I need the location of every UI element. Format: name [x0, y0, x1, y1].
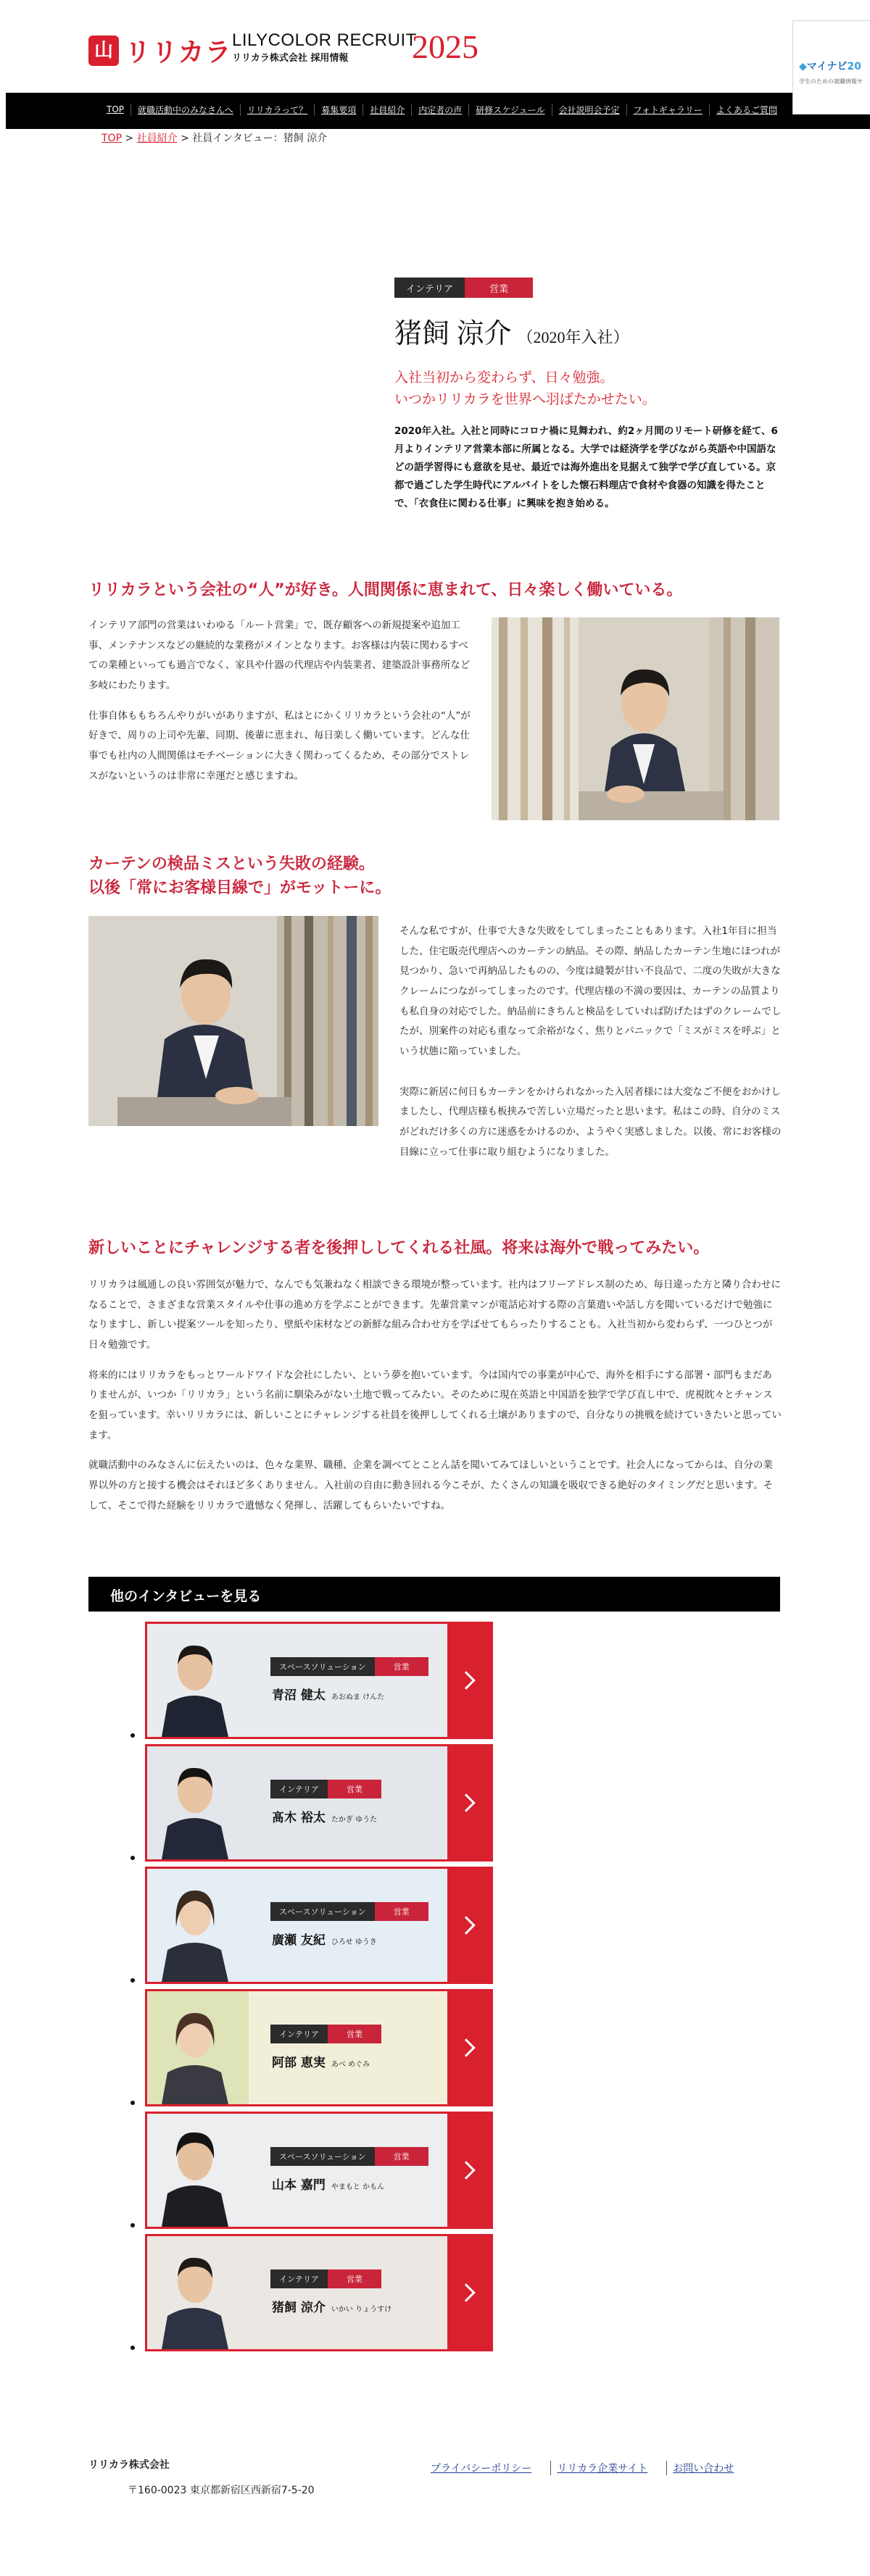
interview-card-aonuma[interactable] [145, 1622, 493, 1739]
mynavi-banner[interactable] [792, 20, 870, 114]
card-arrow [447, 2236, 491, 2349]
section-3-heading: 新しいことにチャレンジする者を後押ししてくれる社風。将来は海外で戦ってみたい。 [88, 1239, 710, 1257]
interview-card-ikai[interactable] [145, 2234, 493, 2351]
section-2-paragraph: 実際に新居に何日もカーテンをかけられなかった入居者様には大変なご不便をおかけしましたし、代理店様も板挟みで苦しい立場だったと思います。私はこの時、自分のミスがどれだけ多くの方に迷惑をかけるのか、ようやく実感しました。以後、常にお客様の目線に立って仕事に取り組むようになりました。 [399, 1085, 782, 1158]
site-logo[interactable] [88, 32, 232, 69]
chevron-right-icon [457, 1793, 475, 1812]
card-dept-badge: インテリア [270, 1780, 328, 1798]
list-bullet [130, 1856, 135, 1860]
footer-company: リリカラ株式会社 [88, 2459, 170, 2471]
list-item [145, 2112, 493, 2229]
card-name [272, 1807, 377, 1825]
logo-icon: 山 [88, 36, 119, 66]
card-name-text: 青沼 健太 [272, 1688, 326, 1703]
interview-card-takagi[interactable] [145, 1744, 493, 1862]
list-item [145, 1989, 493, 2106]
breadcrumb-sep: > [122, 133, 137, 144]
list-item [145, 1867, 493, 1984]
nav-underline [6, 126, 870, 129]
join-year: （2020年入社） [517, 328, 629, 346]
site-header [0, 0, 870, 93]
card-arrow [447, 1624, 491, 1737]
footer-link-corporate[interactable]: リリカラ企業サイト [550, 2461, 653, 2475]
section-2-paragraph: そんな私ですが、仕事で大きな失敗をしてしまったこともあります。入社1年目に担当した、住宅販売代理店へのカーテンの納品。その際、納品したカーテン生地にほつれが見つかり、急いで再納品したものの、今度は縫製が甘い不良品で、二度の失敗が大きなクレームにつながってしまったのです。代理店様の不満の要因は、カーテンの品質よりも私自身の対応でした。納品前にきちんと検品をしていれば防げたはずのクレームでしたが、別案件の対応も重なって余裕がなく、焦りとパニックで「ミスがミスを呼ぶ」という状態に陥っていました。 [399, 925, 782, 1058]
card-name [272, 1930, 377, 1948]
interview-card-list [145, 1622, 493, 2356]
card-name-text: 阿部 恵実 [272, 2056, 326, 2070]
section-1-text [88, 616, 473, 786]
card-tags [270, 1657, 428, 1676]
nav-item-gallery[interactable]: フォトギャラリー [626, 104, 709, 116]
interview-photo-1-image [492, 617, 779, 820]
card-role-badge: 営業 [375, 2147, 428, 2166]
recruit-title-sub: リリカラ株式会社 採用情報 [232, 53, 349, 64]
footer-link-contact[interactable]: お問い合わせ [666, 2461, 740, 2475]
card-tags [270, 1902, 428, 1921]
card-arrow [447, 1869, 491, 1982]
interview-card-yamamoto[interactable] [145, 2112, 493, 2229]
mynavi-sub: 学生のための就職情報サ [799, 78, 863, 85]
card-role-badge: 営業 [375, 1902, 428, 1921]
card-name-kana: たかぎ ゆうた [331, 1816, 378, 1824]
profile-tags [394, 278, 779, 298]
section-2-heading [88, 852, 391, 900]
section-2-heading-line-2: 以後「常にお客様目線で」がモットーに。 [88, 879, 392, 897]
card-tags [270, 2147, 428, 2166]
card-name-kana: あべ めぐみ [331, 2061, 370, 2069]
interview-card-hirose[interactable] [145, 1867, 493, 1984]
chevron-right-icon [457, 2038, 475, 2056]
list-bullet [130, 2223, 135, 2227]
nav-item-training[interactable]: 研修スケジュール [468, 104, 551, 116]
card-name-kana: あおぬま けんた [331, 1693, 385, 1701]
card-dept-badge: インテリア [270, 2269, 328, 2288]
nav-item-staff[interactable]: 社員紹介 [362, 104, 411, 116]
card-tags [270, 1780, 381, 1798]
recruit-year: 2025 [412, 28, 478, 65]
card-dept-badge: スペースソリューション [270, 1657, 375, 1676]
interview-card-photo [147, 1991, 452, 2104]
mynavi-logo [799, 59, 870, 73]
card-tags [270, 2025, 381, 2043]
nav-item-seminar[interactable]: 会社説明会予定 [552, 104, 626, 116]
card-name-text: 廣瀬 友紀 [272, 1933, 326, 1948]
chevron-right-icon [457, 2161, 475, 2179]
card-arrow [447, 1991, 491, 2104]
section-1-heading: リリカラという会社の“人”が好き。人間関係に恵まれて、日々楽しく働いている。 [88, 581, 683, 599]
card-role-badge: 営業 [328, 2025, 381, 2043]
card-name [272, 2052, 370, 2070]
card-dept-badge: スペースソリューション [270, 1902, 375, 1921]
interview-card-photo [147, 2114, 452, 2227]
card-arrow [447, 2114, 491, 2227]
card-name-kana: いかい りょうすけ [331, 2306, 392, 2314]
chevron-right-icon [457, 1671, 475, 1689]
footer-links [425, 2461, 740, 2475]
breadcrumb-current: 社員インタビュー：猪飼 涼介 [192, 133, 328, 144]
interview-card-photo [147, 1746, 452, 1859]
role-badge: 営業 [465, 278, 533, 298]
interview-card-abe[interactable] [145, 1989, 493, 2106]
profile-block [394, 278, 779, 513]
card-name-text: 髙木 裕太 [272, 1811, 326, 1825]
section-1-paragraph: インテリア部門の営業はいわゆる「ルート営業」で、既存顧客への新規提案や追加工事、メンテナンスなどの継続的な業務がメインとなります。お客様は内装に関わるすべての業種といっても過言でなく、家具や什器の代理店や内装業者、建築設計事務所など多岐にわたります。 [88, 620, 471, 692]
mynavi-year: 20 [847, 61, 861, 72]
breadcrumb-members[interactable]: 社員紹介 [136, 133, 178, 144]
nav-item-about[interactable]: リリカラって？ [240, 104, 314, 116]
lead-line-2: いつかリリカラを世界へ羽ばたかせたい。 [394, 391, 656, 408]
card-role-badge: 営業 [328, 1780, 381, 1798]
card-name-kana: やまもと かもん [331, 2183, 385, 2191]
card-tags [270, 2269, 381, 2288]
section-3-text [88, 1275, 782, 1516]
card-name-kana: ひろせ ゆうき [331, 1938, 377, 1946]
card-name [272, 1685, 384, 1703]
recruit-title [232, 32, 417, 63]
section-3-paragraph: 将来的にはリリカラをもっとワールドワイドな会社にしたい、という夢を抱いています。今は国内での事業が中心で、海外を相手にする部署・部門もまだありませんが、いつか「リリカラ」という名前に馴染みがない土地で戦ってみたい。そのために現在英語と中国語を独学で学び直し中で、虎視眈々とチャンスを狙っています。幸いリリカラには、新しいことにチャレンジする社員を後押ししてくれる土壌がありますので、自分なりの挑戦を続けていきたいと思っています。 [88, 1369, 782, 1441]
breadcrumb-sep: > [177, 133, 193, 144]
breadcrumb [102, 130, 327, 145]
logo-text: リリカラ [125, 38, 232, 67]
lead-line-1: 入社当初から変わらず、日々勉強。 [394, 370, 614, 385]
chevron-right-icon [457, 1916, 475, 1934]
card-role-badge: 営業 [375, 1657, 428, 1676]
footer-address: 〒160-0023 東京都新宿区西新宿7-5-20 [128, 2485, 315, 2496]
nav-item-top[interactable]: TOP [107, 104, 125, 114]
section-3-paragraph: 就職活動中のみなさんに伝えたいのは、色々な業界、職種、企業を調べてとことん話を聞いてみてほしいということです。社会人になってからは、自分の業界以外の方と接する機会はそれほど多くありません。入社前の自由に動き回れる今こそが、たくさんの知識を吸収できる絶好のタイミングだと思います。そして、そこで得た経験をリリカラで遺憾なく発揮し、活躍してもらいたいですね。 [88, 1459, 774, 1512]
person-name-heading [394, 311, 779, 351]
mynavi-label: マイナビ [806, 61, 848, 72]
other-interviews-heading: 他のインタビューを見る [88, 1577, 780, 1612]
interview-card-photo [147, 1624, 452, 1737]
nav-item-requirements[interactable]: 募集要項 [314, 104, 362, 116]
profile-text: 2020年入社。入社と同時にコロナ禍に見舞われ、約2ヶ月間のリモート研修を経て、6月よりインテリア営業本部に所属となる。大学では経済学を学びながら英語や中国語などの語学習得にも意欲を見せ、最近では海外進出を見据えて独学で学び直している。京都で過ごした学生時代にアルバイトをした懐石料理店で食材や食器の知識を得たことで、「衣食住に関わる仕事」に興味を抱き始める。 [394, 425, 778, 509]
card-arrow [447, 1746, 491, 1859]
person-name: 猪飼 涼介 [394, 319, 512, 349]
list-bullet [130, 1978, 135, 1983]
list-item [145, 2234, 493, 2351]
interview-card-photo [147, 2236, 452, 2349]
interview-photo-1 [492, 617, 779, 820]
global-nav [6, 93, 870, 126]
nav-item-job-hunters[interactable]: 就職活動中のみなさんへ [130, 104, 240, 116]
dept-badge: インテリア [394, 278, 465, 298]
list-item [145, 1622, 493, 1739]
list-bullet [130, 2346, 135, 2350]
recruit-title-main: LILYCOLOR RECRUIT [232, 30, 417, 50]
section-2-heading-line-1: カーテンの検品ミスという失敗の経験。 [88, 855, 375, 873]
footer-link-privacy[interactable]: プライバシーポリシー [431, 2463, 532, 2475]
card-name-text: 山本 嘉門 [272, 2178, 326, 2193]
section-3-paragraph: リリカラは風通しの良い雰囲気が魅力で、なんでも気兼ねなく相談できる環境が整っています。社内はフリーアドレス制のため、毎日違った方と隣り合わせになることで、さまざまな営業スタイルや仕事の進め方を学ぶことができます。先輩営業マンが電話応対する際の言葉遣いや話し方を聞いているだけで勉強になりますし、新しい提案ツールを知ったり、壁紙や床材などの新鮮な組み合わせ方を学ばせてもらったりすることも。入社当初から変わらず、一つひとつが日々勉強です。 [88, 1279, 781, 1351]
card-dept-badge: スペースソリューション [270, 2147, 375, 2166]
nav-item-faq[interactable]: よくあるご質問 [709, 104, 784, 116]
list-bullet [130, 2101, 135, 2105]
mynavi-mark-icon: ◆ [799, 61, 807, 72]
card-name [272, 2175, 384, 2193]
card-name-text: 猪飼 涼介 [272, 2301, 326, 2315]
section-2-text [399, 922, 782, 1162]
lead-copy [394, 367, 779, 411]
list-item [145, 1744, 493, 1862]
chevron-right-icon [457, 2283, 475, 2301]
card-dept-badge: インテリア [270, 2025, 328, 2043]
interview-card-photo [147, 1869, 452, 1982]
interview-photo-2-image [88, 916, 378, 1126]
card-name [272, 2297, 392, 2315]
nav-item-voices[interactable]: 内定者の声 [411, 104, 468, 116]
interview-photo-2 [88, 916, 378, 1126]
list-bullet [130, 1733, 135, 1738]
section-1-paragraph: 仕事自体ももちろんやりがいがありますが、私はとにかくリリカラという会社の“人”が好きで、周りの上司や先輩、同期、後輩に恵まれ、毎日楽しく働いています。どんな仕事でも社内の人間関係はモチベーションに大きく関わってくるため、その部分でストレスがないというのは非常に幸運だと感じますね。 [88, 709, 471, 782]
breadcrumb-top[interactable]: TOP [102, 133, 123, 144]
card-role-badge: 営業 [328, 2269, 381, 2288]
